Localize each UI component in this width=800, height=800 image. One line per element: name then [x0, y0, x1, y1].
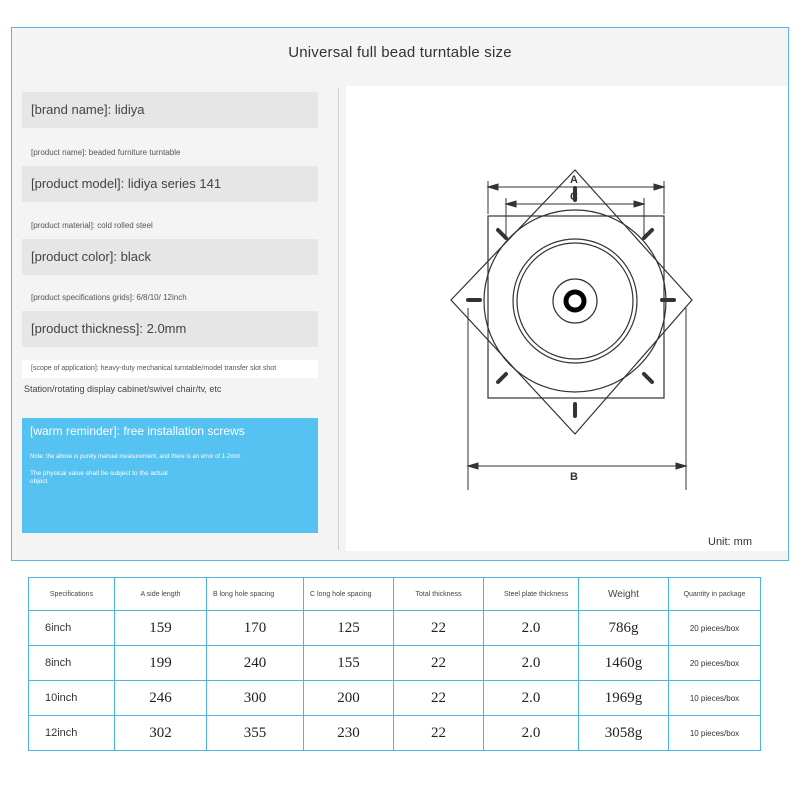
table-cell: 199 [115, 646, 207, 681]
table-row [29, 611, 761, 646]
turntable-diagram-area [346, 86, 788, 551]
center-hole [566, 292, 584, 310]
header-cell: Steel plate thickness [484, 578, 579, 611]
table-cell: 22 [394, 646, 484, 681]
spec-table [28, 577, 761, 751]
table-cell: 8inch [29, 646, 115, 681]
table-cell: 22 [394, 611, 484, 646]
table-cell: 6inch [29, 611, 115, 646]
table-cell: 3058g [579, 716, 669, 751]
slot-bl [498, 374, 506, 382]
dim-b-arrow-left [468, 463, 478, 469]
dim-b-arrow-right [676, 463, 686, 469]
slot-tl [498, 230, 506, 238]
table-cell: 20 pieces/box [669, 611, 761, 646]
table-cell: 1969g [579, 681, 669, 716]
product-specs-row: [product specifications grids]: 6/8/10/ 12inch [31, 293, 187, 302]
table-cell: 302 [115, 716, 207, 751]
slot-tr [644, 230, 652, 238]
header-cell: Specifications [29, 578, 115, 611]
header-cell: Total thickness [394, 578, 484, 611]
table-cell: 200 [304, 681, 394, 716]
table-row [29, 716, 761, 751]
header-cell: A side length [115, 578, 207, 611]
page-title: Universal full bead turntable size [288, 44, 512, 61]
table-cell: 12inch [29, 716, 115, 751]
header-cell: Quantity in package [669, 578, 761, 611]
table-cell: 2.0 [484, 646, 579, 681]
table-cell: 230 [304, 716, 394, 751]
table-row [29, 646, 761, 681]
table-cell: 240 [207, 646, 304, 681]
table-cell: 20 pieces/box [669, 646, 761, 681]
table-header-row [29, 578, 761, 611]
product-thickness-row: [product thickness]: 2.0mm [22, 311, 318, 347]
table-cell: 10inch [29, 681, 115, 716]
inner-ring [517, 243, 633, 359]
table-cell: 246 [115, 681, 207, 716]
header-cell: Weight [579, 578, 669, 611]
table-cell: 22 [394, 681, 484, 716]
table-cell: 2.0 [484, 716, 579, 751]
table-row [29, 681, 761, 716]
product-color-row: [product color]: black [22, 239, 318, 275]
header-cell: C long hole spacing [304, 578, 394, 611]
middle-ring [513, 239, 637, 363]
measurement-note: Note: the above is purely manual measurement, and there is an error of 1-2mm [30, 454, 241, 460]
divider [338, 88, 339, 550]
table-cell: 170 [207, 611, 304, 646]
scope-continued-row: Station/rotating display cabinet/swivel chair/tv, etc [24, 384, 222, 394]
table-cell: 355 [207, 716, 304, 751]
table-cell: 10 pieces/box [669, 681, 761, 716]
dim-a-arrow-left [488, 184, 498, 190]
label-a: A [570, 174, 578, 186]
table-cell: 786g [579, 611, 669, 646]
dim-c-arrow-right [634, 201, 644, 207]
table-cell: 159 [115, 611, 207, 646]
brand-name-row: [brand name]: lidiya [22, 92, 318, 128]
warm-reminder-box [22, 418, 318, 533]
table-cell: 10 pieces/box [669, 716, 761, 751]
info-panel [11, 27, 789, 561]
dim-a-arrow-right [654, 184, 664, 190]
header-cell: B long hole spacing [207, 578, 304, 611]
slot-br [644, 374, 652, 382]
label-b: B [570, 471, 578, 483]
table-cell: 1460g [579, 646, 669, 681]
hub-ring [553, 279, 597, 323]
table-cell: 300 [207, 681, 304, 716]
reminder-title: [warm reminder]: free installation screws [30, 424, 245, 438]
scope-row: [scope of application]: heavy-duty mechanical turntable/model transfer slot shot [22, 360, 318, 378]
table-cell: 125 [304, 611, 394, 646]
turntable-diagram [346, 86, 788, 551]
product-material-row: [product material]: cold rolled steel [31, 221, 153, 230]
product-name-row: [product name]: beaded furniture turntable [31, 148, 181, 157]
label-c: C [570, 191, 578, 203]
product-model-row: [product model]: lidiya series 141 [22, 166, 318, 202]
table-cell: 2.0 [484, 681, 579, 716]
table-cell: 22 [394, 716, 484, 751]
unit-label: Unit: mm [708, 536, 752, 548]
physical-value-note: The physical value shall be subject to the actual object [30, 470, 168, 485]
dim-c-arrow-left [506, 201, 516, 207]
table-cell: 155 [304, 646, 394, 681]
table-cell: 2.0 [484, 611, 579, 646]
